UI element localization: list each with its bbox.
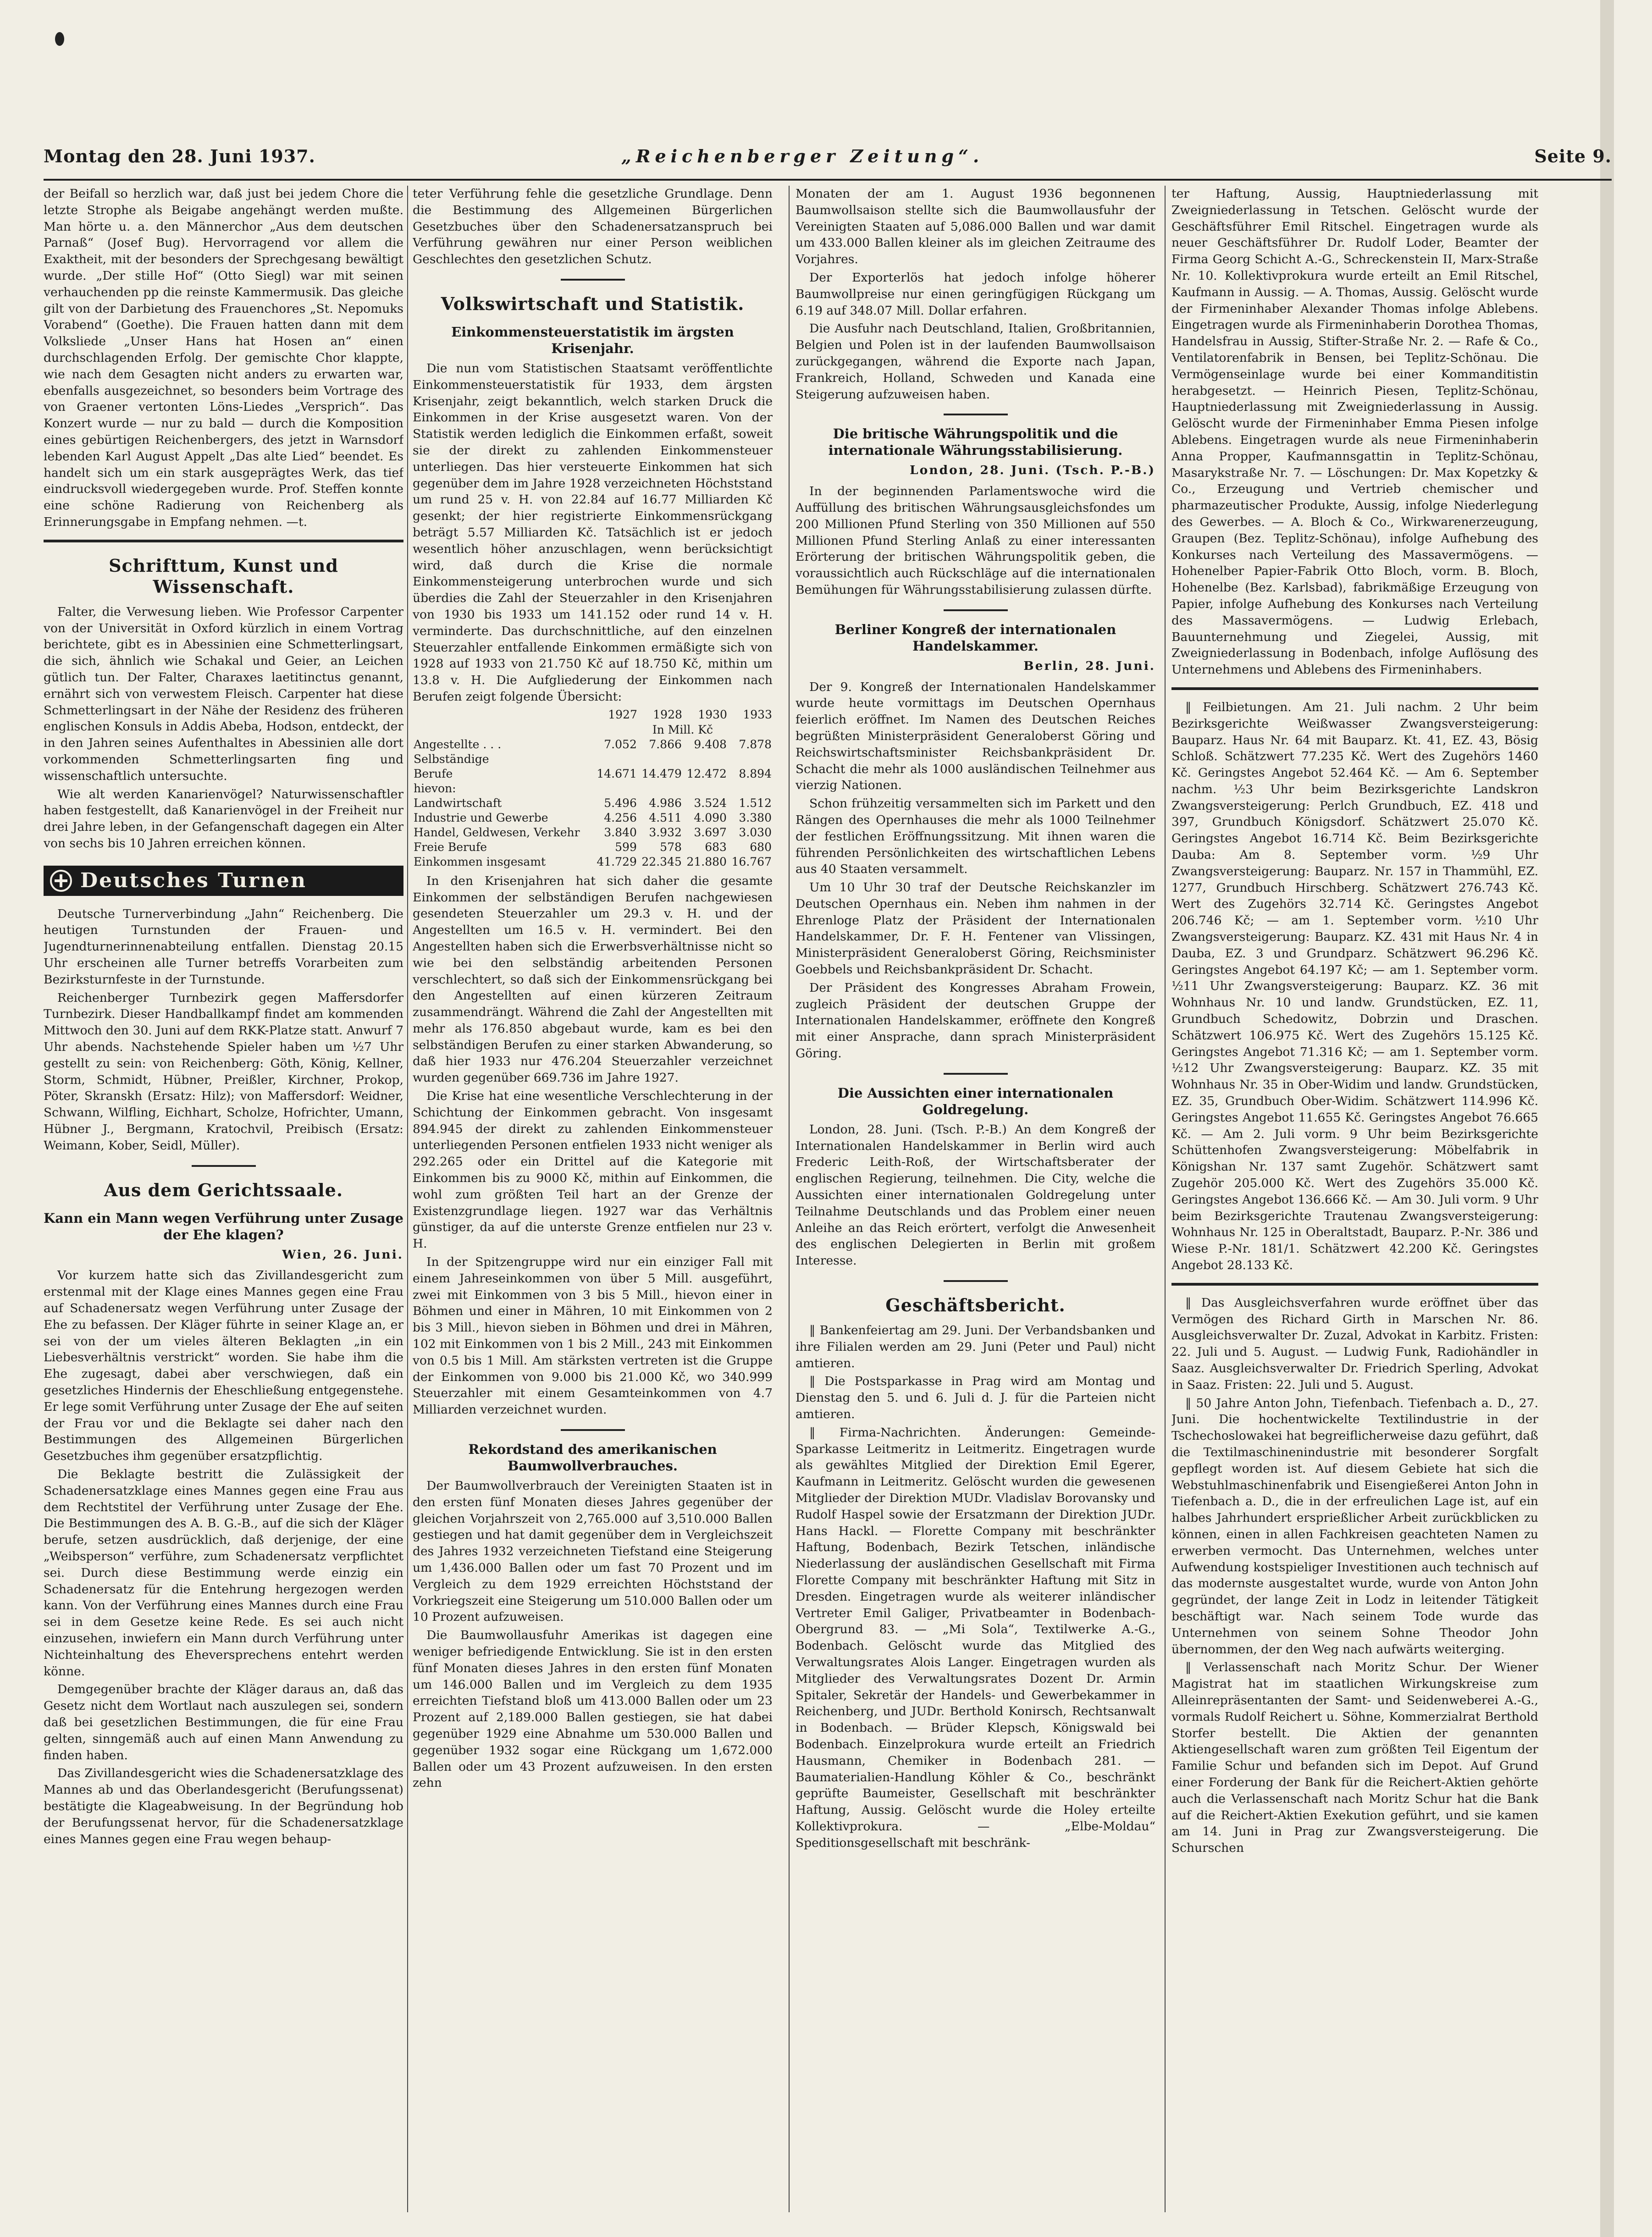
dateline: Berlin, 28. Juni.	[1023, 658, 1155, 673]
table-year-header: 1928	[653, 707, 682, 721]
table-cell: 8.894	[739, 767, 772, 780]
article-text: Deutsche Turnerverbindung „Jahn“ Reichenberg. Die heutigen Turnstunden der Frauen- und Jugendturnerinnenabteilung entfallen. Dienstag 20.15 Uhr erscheinen alle Turner betreffs Vorarbeiten zum Bezirksturnfeste in der Turnstunde.	[44, 906, 403, 987]
article-text: In der beginnenden Parlamentswoche wird die Auffüllung des britischen Währungsausgleichsfondes um 200 Millionen Pfund Sterling von 350 Millionen auf 550 Millionen Pfund Sterling Anlaß zu einer interessanten Erörterung der britischen Währungspolitik geben, die voraussichtlich auch Rückschläge auf die internationalen Bemühungen für Währungsstabilisierung zulassen dürfte.	[796, 484, 1155, 597]
separator	[944, 414, 1008, 415]
column-3	[796, 186, 1155, 2212]
separator	[192, 1165, 256, 1167]
article-text: Wie alt werden Kanarienvögel? Naturwissenschaftler haben festgestellt, daß Kanarienvögel in der Freiheit nur drei Jahre leben, in der Gefangenschaft dagegen ein Alter von sechs bis 10 Jahren erreichen können.	[44, 787, 403, 851]
section-heading-volkswirtschaft: Volkswirtschaft und Statistik.	[441, 293, 745, 314]
article-text: ‖ 50 Jahre Anton John, Tiefenbach. Tiefenbach a. D., 27. Juni. Die hochentwickelte Textilindustrie in der Tschechoslowakei hat begreiflicherweise dazu geführt, daß die Textilmaschinenindustrie mit besonderer Sorgfalt gepflegt worden ist. Auf diesem Gebiete hat sich die Webstuhlmaschinenfabrik und Eisengießerei Anton John in Tiefenbach a. D., die in der erfreulichen Lage ist, auf ein halbes Jahrhundert ersprießlicher Arbeit zurückblicken zu können, einen in allen Fachkreisen geachteten Namen zu erwerben vermocht. Das Unternehmen, welches unter Aufwendung kostspieliger Investitionen auch technisch auf das modernste ausgestaltet wurde, wurde von Anton John gegründet, der lange Zeit in Lodz in leitender Tätigkeit beschäftigt war. Nach seinem Tode wurde das Unternehmen von seinem Sohne Theodor John übernommen, der den Weg nach aufwärts weiterging.	[1171, 1396, 1538, 1657]
table-cell: 3.697	[694, 825, 727, 839]
separator	[944, 609, 1008, 611]
table-cell: 12.472	[686, 767, 727, 780]
table-row	[413, 796, 773, 811]
table-cell: 578	[660, 840, 682, 854]
table-row	[413, 825, 773, 840]
header-rule	[44, 179, 1612, 181]
article-text: Schon frühzeitig versammelten sich im Parkett und den Rängen des Opernhauses die mehr als 1000 Teilnehmer der festlichen Eröffnungssitzung. Mit ihnen waren die führenden Persönlichkeiten des wirtschaftlichen Lebens aus 40 Staaten versammelt.	[796, 796, 1155, 877]
article-headline: Die britische Währungspolitik und die internationale Währungsstabilisierung.	[828, 426, 1123, 458]
column-rule	[407, 186, 408, 2212]
table-row	[413, 737, 773, 752]
article-headline: Einkommensteuerstatistik im ärgsten Krisenjahr.	[451, 324, 734, 356]
table-unit: In Mill. Kč	[652, 723, 713, 736]
article-text: Die Beklagte bestritt die Zulässigkeit der Schadenersatzklage eines Mannes gegen eine Frau aus dem Rechtstitel der Verführung unter Zusage der Ehe. Die Bestimmungen des A. B. G.-B., auf die sich der Kläger berufe, setzen ausdrücklich, daß derjenige, der eine „Weibsperson“ verführe, zum Schadenersatz verpflichtet sei. Durch diese Bestimmung werde einzig ein Schadenersatz für die Entehrung hergezogen werden kann. Von der Verführung eines Mannes durch eine Frau sei in dem Gesetze keine Rede. Es sei auch nicht einzusehen, inwiefern ein Mann durch Verführung unter Nichteinhaltung des Eheversprechens entehrt werden könne.	[44, 1467, 403, 1679]
article-headline: Die Aussichten einer internationalen Goldregelung.	[837, 1085, 1114, 1117]
section-banner-turnen	[44, 866, 403, 896]
article-text: Die Baumwollausfuhr Amerikas ist dagegen eine weniger befriedigende Entwicklung. Sie ist in den ersten fünf Monaten dieses Jahres in den ersten fünf Monaten um 146.000 Ballen und im Vergleich zu dem 1935 erreichten Tiefstand bloß um 413.000 Ballen oder um 23 Prozent auf 2,189.000 Ballen gestiegen, sie hat dabei gegenüber 1929 eine Abnahme um 530.000 Ballen und gegenüber 1932 sogar eine Rückgang um 1,672.000 Ballen oder um 43 Prozent aufzuweisen. In den ersten zehn	[413, 1628, 773, 1790]
article-headline: Berliner Kongreß der internationalen Handelskammer.	[834, 621, 1116, 654]
separator	[944, 1280, 1008, 1282]
table-cell: 7.866	[649, 737, 682, 751]
table-row-label: Industrie und Gewerbe	[414, 811, 548, 824]
ink-smudge	[55, 32, 64, 46]
separator	[561, 1429, 625, 1431]
section-rule	[1171, 1283, 1538, 1286]
article-text: der Beifall so herzlich war, daß just bei jedem Chore die letzte Strophe als Beigabe angehängt werden mußte. Man hörte u. a. den Männerchor „Aus dem deutschen Parnaß“ (Josef Bug). Hervorragend vor allem die Exaktheit, mit der besonders der Sprechgesang bewältigt wurde. „Der stille Hof“ (Otto Siegl) war mit seinen verhauchenden pp die reinste Kammermusik. Das gleiche gilt von der Darbietung des Frauenchores „St. Nepomuks Vorabend“ (Goethe). Die Frauen hatten dann mit dem Volksliede „Unser Hans hat Hosen an“ einen durchschlagenden Erfolg. Der gemischte Chor klappte, wie nach dem Gesagten nicht anders zu erwarten war, ebenfalls ausgezeichnet, so besonders beim Vortrage des von Graener vertonten Löns-Liedes „Versprich“. Das Konzert wurde — nur zu bald — durch die Komposition eines gebürtigen Reichenbergers, des jetzt in Warnsdorf lebenden Karl August Appelt „Das alte Lied“ beendet. Es handelt sich um ein stark ausgeprägtes Werk, das tief eindrucksvoll wiedergegeben wurde. Prof. Steffen konnte eine schöne Radierung von Reichenberg als Erinnerungsgabe in Empfang nehmen. —t.	[44, 187, 403, 529]
section-heading-gericht: Aus dem Gerichtssaale.	[104, 1179, 343, 1200]
header-date: Montag den 28. Juni 1937.	[44, 146, 315, 166]
separator	[944, 1073, 1008, 1075]
article-text: Der Exporterlös hat jedoch infolge höherer Baumwollpreise nur einen geringfügigen Rückgang um 6.19 auf 348.07 Mill. Dollar erfahren.	[796, 270, 1155, 318]
article-text: Um 10 Uhr 30 traf der Deutsche Reichskanzler im Deutschen Opernhaus ein. Neben ihm nahmen in der Ehrenloge Platz der Präsident der Internationalen Handelskammer, Dr. F. H. Fentener van Vlissingen, Ministerpräsident Generaloberst Göring, Reichsminister Goebbels und Reichsbankpräsident Dr. Schacht.	[796, 880, 1155, 977]
article-text: ‖ Verlassenschaft nach Moritz Schur. Der Wiener Magistrat hat im staatlichen Wirkungskreise zum Alleinrepräsentanten der Samt- und Seidenweberei A.-G., vormals Rudolf Reichert u. Söhne, Kommerzialrat Berthold Storfer bestellt. Die Aktien der genannten Aktiengesellschaft waren zum größten Teil Eigentum der Familie Schur und befanden sich im Depot. Auf Grund einer Forderung der Bank für die Reichert-Aktien gehörte auch die Verlassenschaft nach Moritz Schur hat die Bank auf die Reichert-Aktien Exekution geführt, und sie kamen am 14. Juni in Prag zur Zwangsversteigerung. Die Schurschen	[1171, 1660, 1538, 1856]
table-cell: 3.840	[604, 825, 637, 839]
income-statistics-table	[413, 707, 773, 869]
table-cell: 599	[615, 840, 637, 854]
table-row	[413, 752, 773, 767]
header-page-number: Seite 9.	[1534, 146, 1612, 166]
table-row-label: Landwirtschaft	[414, 796, 502, 810]
page-header	[44, 146, 1612, 172]
table-cell: 5.496	[604, 796, 637, 810]
article-headline: Kann ein Mann wegen Verführung unter Zusage der Ehe klagen?	[44, 1210, 403, 1243]
article-text: London, 28. Juni. (Tsch. P.-B.) An dem Kongreß der Internationalen Handelskammer in Berlin wird auch Frederic Leith-Roß, der Wirtschaftsberater der englischen Regierung, teilnehmen. Die City, welche die Aussichten einer internationalen Goldregelung unter Teilnahme Deutschlands und das Problem einer neuen Anleihe an das Reich erörtert, verfolgt die Anwesenheit des englischen Delegierten in Berlin mit großem Interesse.	[796, 1122, 1155, 1268]
article-text: In den Krisenjahren hat sich daher die gesamte Einkommen der selbständigen Berufen nachgewiesen gesendeten Steuerzahler um 29.3 v. H. und der Angestellten um 16.5 v. H. vermindert. Bei den Angestellten haben sich die Erwerbsverhältnisse nicht so wie bei den selbständig arbeitenden Personen verschlechtert, so daß sich der Einkommensrückgang bei den Angestellten auf einen kürzeren Zeitraum zusammendrängt. Während die Zahl der Angestellten mit mehr als 176.850 abgebaut wurde, kam es bei den selbständigen Berufen zu einer starken Abwanderung, so daß hier 1933 nur 476.204 Steuerzahler verzeichnet wurden gegenüber 669.736 im Jahre 1927.	[413, 873, 773, 1085]
table-cell: 1.512	[739, 796, 772, 810]
table-cell: 7.052	[604, 737, 637, 751]
table-row-label: Selbständige	[414, 752, 489, 766]
table-row	[413, 855, 773, 869]
article-text: ‖ Feilbietungen. Am 21. Juli nachm. 2 Uhr beim Bezirksgerichte Weißwasser Zwangsversteigerung: Bauparz. Haus Nr. 64 mit Bauparz. Kt. 41, EZ. 43, Bösig Schloß. Schätzwert 77.235 Kč. Wert des Zugehörs 1460 Kč. Geringstes Angebot 52.464 Kč. — Am 6. September nachm. ½3 Uhr beim Bezirksgerichte Landskron Zwangsversteigerung: Perlch Grundbuch, EZ. 418 und 397, Grundbuch Königsdorf. Schätzwert 25.070 Kč. Geringstes Angebot 16.714 Kč. Beim Bezirksgerichte Dauba: Am 8. September vorm. ½9 Uhr Zwangsversteigerung: Bauparz. Nr. 157 in Thammühl, EZ. 1277, Grundbuch Hirschberg. Schätzwert 276.743 Kč. Wert des Zugehörs 32.714 Kč. Geringstes Angebot 206.746 Kč; — am 1. September vorm. ½10 Uhr Zwangsversteigerung: Bauparz. KZ. 431 mit Haus Nr. 4 in Dauba, EZ. 3 und Grundparz. Schätzwert 96.296 Kč. Geringstes Angebot 64.197 Kč; — am 1. September vorm. ½11 Uhr Zwangsversteigerung: Bauparz. KZ. 36 mit Wohnhaus Nr. 10 und landw. Grundstücken, EZ. 11, Grundbuch Schedowitz, Dobrzin und Draschen. Schätzwert 106.975 Kč. Wert des Zugehörs 15.125 Kč. Geringstes Angebot 71.316 Kč; — am 1. September vorm. ½12 Uhr Zwangsversteigerung: Bauparz. KZ. 35 mit Wohnhaus Nr. 35 in Ober-Widim und landw. Grundstücken, EZ. 35, Grundbuch Ober-Widim. Schätzwert 114.996 Kč. Geringstes Angebot 11.655 Kč. Geringstes Angebot 76.665 Kč. — Am 2. Juli vorm. 9 Uhr beim Bezirksgerichte Schüttenhofen Zwangsversteigerung: Möbelfabrik in Königshan Nr. 137 samt Zugehör. Schätzwert samt Zugehör 205.000 Kč. Wert des Zugehörs 35.000 Kč. Geringstes Angebot 136.666 Kč. — Am 30. Juli vorm. 9 Uhr beim Bezirksgerichte Trautenau Zwangsversteigerung: Wohnhaus Nr. 125 in Oberaltstadt, Bauparz. P.-Nr. 386 und Wiese P.-Nr. 181/1. Schätzwert 42.200 Kč. Geringstes Angebot 28.133 Kč.	[1171, 700, 1538, 1272]
table-unit-row	[413, 723, 773, 737]
article-text: ‖ Firma-Nachrichten. Änderungen: Gemeinde-Sparkasse Leitmeritz in Leitmeritz. Eingetragen wurde als gewähltes Mitglied der Direktion Emil Egerer, Kaufmann in Leitmeritz. Gelöscht wurden die gewesenen Mitglieder der Direktion MUDr. Vladislav Borovansky und Rudolf Haspel sowie der Ersatzmann der Direktion JUDr. Hans Hackl. — Florette Company mit beschränkter Haftung, Bodenbach, Bezirk Tetschen, inländische Niederlassung der ausländischen Gesellschaft mit Firma Florette Company mit beschränkter Haftung mit Sitz in Dresden. Eingetragen wurde als weiterer inländischer Vertreter Emil Galiger, Privatbeamter in Bodenbach-Obergrund 83. — „Mi Sola“, Textilwerke A.-G., Bodenbach. Gelöscht wurde das Mitglied des Verwaltungsrates Alois Langer. Eingetragen wurden als Mitglieder des Verwaltungsrates Dozent Dr. Armin Spitaler, Sekretär der Handels- und Gewerbekammer in Reichenberg, und JUDr. Berthold Konirsch, Rechtsanwalt in Bodenbach. — Brüder Klepsch, Königswald bei Bodenbach. Einzelprokura wurde erteilt an Friedrich Hausmann, Chemiker in Bodenbach 281. — Baumaterialien-Handlung Köhler & Co., beschränkt geprüfte Baumeister, Gesellschaft mit beschränkter Haftung, Aussig. Gelöscht wurde die Holey erteilte Kollektivprokura. — „Elbe-Moldau“ Speditionsgesellschaft mit beschränk-	[796, 1425, 1155, 1850]
section-heading-turnen: Deutsches Turnen	[80, 868, 307, 892]
article-text: Falter, die Verwesung lieben. Wie Professor Carpenter von der Universität in Oxford kürzlich in einem Vortrag berichtete, gibt es in Abessinien eine Schmetterlingsart, die sich, ähnlich wie Schakal und Geier, an Leichen gütlich tun. Der Falter, Charaxes laetitinctus genannt, ernährt sich von verwestem Fleisch. Carpenter hat diese Schmetterlingsart in der Nähe der Residenz des früheren englischen Konsuls in Addis Abeba, Hodson, entdeckt, der in den Jahren seines Aufenthaltes in Abessinien alle dort vorkommenden Schmetterlingsarten fing und wissenschaftlich untersuchte.	[44, 604, 403, 783]
table-row-label: Berufe	[414, 767, 453, 780]
table-cell: 3.030	[739, 825, 772, 839]
table-cell: 3.380	[739, 811, 772, 824]
table-cell: 4.511	[649, 811, 682, 824]
section-heading-geschaeftsbericht: Geschäftsbericht.	[885, 1295, 1066, 1316]
table-row	[413, 840, 773, 855]
table-cell: 4.256	[604, 811, 637, 824]
article-headline: Rekordstand des amerikanischen Baumwollverbrauches.	[468, 1442, 717, 1474]
article-text: Die Ausfuhr nach Deutschland, Italien, Großbritannien, Belgien und Polen ist in der laufenden Baumwollsaison zurückgegangen, während die Exporte nach Japan, Frankreich, Holland, Schweden und Kanada eine Steigerung aufzuweisen haben.	[796, 321, 1155, 402]
column-2	[413, 186, 773, 2212]
column-rule	[789, 186, 790, 2212]
article-text: Der Baumwollverbrauch der Vereinigten Staaten ist in den ersten fünf Monaten dieses Jahres gegenüber der gleichen Vorjahrszeit von 2,765.000 auf 3,510.000 Ballen gestiegen und hat damit gegenüber dem in Vergleichszeit des Jahres 1932 verzeichneten Tiefstand eine Steigerung um 1,436.000 Ballen oder um fast 70 Prozent und im Vergleich zu dem 1929 erreichten Höchststand der Vorkriegszeit eine Steigerung um 510.000 Ballen oder um 10 Prozent aufzuweisen.	[413, 1479, 773, 1624]
article-text: ‖ Bankenfeiertag am 29. Juni. Der Verbandsbanken und ihre Filialen werden am 29. Juni (Peter und Paul) nicht amtieren.	[796, 1323, 1155, 1370]
table-cell: 41.729	[597, 855, 637, 868]
table-cell: 4.986	[649, 796, 682, 810]
section-heading-schrifttum: Schrifttum, Kunst und Wissenschaft.	[109, 555, 338, 597]
header-masthead: „Reichenberger Zeitung“.	[621, 146, 984, 166]
section-rule	[1171, 687, 1538, 690]
table-row-label: Handel, Geldwesen, Verkehr	[414, 825, 580, 839]
dateline: Wien, 26. Juni.	[282, 1247, 403, 1262]
article-text: Monaten der am 1. August 1936 begonnenen Baumwollsaison stellte sich die Baumwollausfuhr der Vereinigten Staaten auf 5,086.000 Ballen und war damit um 433.000 Ballen kleiner als im gleichen Zeitraume des Vorjahres.	[796, 187, 1155, 267]
table-cell: 4.090	[694, 811, 727, 824]
table-year-header: 1930	[698, 707, 727, 721]
table-cell: 14.671	[597, 767, 637, 780]
table-cell: 21.880	[686, 855, 727, 868]
table-cell: 22.345	[641, 855, 682, 868]
table-header-row	[413, 707, 773, 723]
turner-cross-icon	[50, 870, 72, 892]
table-row-label: Freie Berufe	[414, 840, 487, 854]
separator	[561, 279, 625, 281]
table-year-header: 1933	[743, 707, 772, 721]
column-rule	[1165, 186, 1166, 2212]
section-rule	[44, 540, 403, 542]
article-text: Die Krise hat eine wesentliche Verschlechterung in der Schichtung der Einkommen gebracht. Von insgesamt 894.945 der direkt zu zahlenden Einkommensteuer unterliegenden Personen entfielen 1933 nicht weniger als 292.265 oder ein Drittel auf die Kategorie mit Einkommen bis zu 9000 Kč, mithin auf Einkommen, die wohl zum größten Teil hart an der Grenze der Existenzgrundlage liegen. 1927 war das Verhältnis günstiger, da auf die unterste Grenze entfielen nur 23 v. H.	[413, 1089, 773, 1251]
table-cell: 3.524	[694, 796, 727, 810]
article-text: In der Spitzengruppe wird nur ein einziger Fall mit einem Jahreseinkommen von über 5 Mill. ausgeführt, zwei mit Einkommen von 3 bis 5 Mill., hievon einer in Böhmen und einer in Mähren, 10 mit Einkommen von 2 bis 3 Mill., hievon sieben in Böhmen und drei in Mähren, 102 mit Einkommen von 1 bis 2 Mill., 243 mit Einkommen von 0.5 bis 1 Mill. Am stärksten vertreten ist die Gruppe der Einkommen von 9.000 bis 21.000 Kč, wo 340.999 Steuerzahler mit einem Gesamteinkommen von 4.7 Milliarden verzeichnet wurden.	[413, 1255, 773, 1417]
column-1	[44, 186, 403, 2212]
article-text: Demgegenüber brachte der Kläger daraus an, daß das Gesetz nicht dem Wortlaut nach auszulegen sei, sondern daß bei gesetzlichen Bestimmungen, die für eine Frau gelten, sinngemäß auch auf einen Mann Anwendung zu finden haben.	[44, 1682, 403, 1762]
table-row	[413, 811, 773, 825]
table-row-label: Angestellte . . .	[414, 737, 502, 751]
article-text: teter Verführung fehle die gesetzliche Grundlage. Denn die Bestimmung des Allgemeinen Bürgerlichen Gesetzbuches über den Schadenersatzanspruch bei Verführung gewähren nur einer Person weiblichen Geschlechtes den gesetzlichen Schutz.	[413, 187, 773, 267]
table-cell: 680	[750, 840, 772, 854]
column-4	[1171, 186, 1538, 2212]
article-text: Der Präsident des Kongresses Abraham Frowein, zugleich Präsident der deutschen Gruppe der Internationalen Handelskammer, eröffnete den Kongreß mit einer Ansprache, dann sprach Ministerpräsident Göring.	[796, 980, 1155, 1061]
article-text: Das Zivillandesgericht wies die Schadenersatzklage des Mannes ab und das Oberlandesgericht (Berufungssenat) bestätigte die Klageabweisung. In der Begründung hob der Berufungssenat hervor, für die Schadenersatzklage eines Mannes gegen eine Frau wegen behaup-	[44, 1766, 403, 1846]
table-row-label: hievon:	[414, 781, 456, 795]
table-cell: 7.878	[739, 737, 772, 751]
table-cell: 683	[705, 840, 727, 854]
table-cell: 14.479	[641, 767, 682, 780]
table-cell: 9.408	[694, 737, 727, 751]
table-year-header: 1927	[608, 707, 637, 721]
table-cell: 16.767	[731, 855, 772, 868]
table-row-label: Einkommen insgesamt	[414, 855, 546, 868]
article-text: Reichenberger Turnbezirk gegen Maffersdorfer Turnbezirk. Dieser Handballkampf findet am kommenden Mittwoch den 30. Juni auf dem RKK-Platze statt. Anwurf 7 Uhr abends. Nachstehende Spieler haben um ½7 Uhr gestellt zu sein: von Reichenberg: Göth, König, Kellner, Storm, Schmidt, Hübner, Preißler, Kirchner, Prokop, Pöter, Skranskh (Ersatz: Hilz); von Maffersdorf: Weidner, Schwann, Wilfling, Eichhart, Scholze, Hofrichter, Umann, Hübner J., Bergmann, Kratochvil, Preibisch (Ersatz: Weimann, Kober, Seidl, Müller).	[44, 990, 403, 1153]
article-text: ter Haftung, Aussig, Hauptniederlassung mit Zweigniederlassung in Tetschen. Gelöscht wurde der Geschäftsführer Emil Ritschel. Eingetragen wurde als neuer Geschäftsführer Dr. Rudolf Loder, Beamter der Firma Georg Schicht A.-G., Schreckenstein II, Marx-Straße Nr. 10. Kollektivprokura wurde erteilt an Emil Ritschel, Kaufmann in Aussig. — A. Thomas, Aussig. Gelöscht wurde der Firmeninhaber Alexander Thomas infolge Ablebens. Eingetragen wurde als Firmeninhaberin Dorothea Thomas, Handelsfrau in Aussig, Stifter-Straße Nr. 2. — Rafe & Co., Ventilatorenfabrik in Bensen, bei Teplitz-Schönau. Die Vermögenseinlage wurde bei einer Kommanditistin herabgesetzt. — Heinrich Piesen, Teplitz-Schönau, Hauptniederlassung mit Zweigniederlassung in Aussig. Gelöscht wurde der Firmeninhaber Emma Piesen infolge Ablebens. Eingetragen wurde als neue Firmeninhaberin Anna Propper, Kaufmannsgattin in Teplitz-Schönau, Masarykstraße Nr. 7. — Löschungen: Dr. Max Kopetzky & Co., Erzeugung und Vertrieb chemischer und pharmazeutischer Produkte, Aussig, infolge Niederlegung des Gewerbes. — A. Bloch & Co., Wirkwarenerzeugung, Graupen (Bez. Teplitz-Schönau), infolge Aufhebung des Konkurses nach Verteilung des Massavermögens. — Hohenelber Papier-Fabrik Otto Bloch, vorm. B. Bloch, Hohenelbe (Bez. Karlsbad), fabrikmäßige Erzeugung von Papier, infolge Aufhebung des Konkurses nach Verteilung des Massavermögens. — Ludwig Erlebach, Bauunternehmung und Ziegelei, Aussig, mit Zweigniederlassung in Bodenbach, infolge Auflösung des Unternehmens und Ablebens des Firmeninhabers.	[1171, 187, 1538, 677]
article-text: Der 9. Kongreß der Internationalen Handelskammer wurde heute vormittags im Deutschen Opernhaus feierlich eröffnet. Im Namen des Deutschen Reiches begrüßten Ministerpräsident Generaloberst Göring und Reichswirtschaftsminister Reichsbankpräsident Dr. Schacht die mehr als 1000 ausländischen Teilnehmer aus vierzig Nationen.	[796, 679, 1155, 793]
article-text: ‖ Die Postsparkasse in Prag wird am Montag und Dienstag den 5. und 6. Juli d. J. für die Parteien nicht amtieren.	[796, 1374, 1155, 1422]
dateline: London, 28. Juni. (Tsch. P.-B.)	[910, 463, 1155, 478]
article-text: Vor kurzem hatte sich das Zivillandesgericht zum erstenmal mit der Klage eines Mannes gegen eine Frau auf Schadenersatz wegen Verführung unter Zusage der Ehe zu befassen. Der Kläger führte in seiner Klage an, er sei von der um vieles älteren Beklagten „in ein Liebesverhältnis verstrickt“ worden. Sie habe ihm die Ehe zugesagt, dabei aber verschwiegen, daß ein gesetzliches Hindernis der Eheschließung entgegenstehe. Er lege somit Verführung unter Zusage der Ehe auf seiten der Frau vor und die Beklagte sei daher nach den Bestimmungen des Allgemeinen Bürgerlichen Gesetzbuches ihm gegenüber ersatzpflichtig.	[44, 1268, 403, 1464]
binding-edge	[1600, 0, 1614, 2237]
article-text: Die nun vom Statistischen Staatsamt veröffentlichte Einkommensteuerstatistik für 1933, dem ärgsten Krisenjahr, zeigt bekanntlich, welch starken Druck die Einkommen in der Krise ausgesetzt waren. Von der Statistik werden lediglich die Einkommen erfaßt, soweit sie der direkt zu zahlenden Einkommensteuer unterliegen. Das hier versteuerte Einkommen hat sich gegenüber dem im Jahre 1928 verzeichneten Höchststand um rund 25 v. H. von 22.84 auf 16.77 Milliarden Kč gesenkt; der hier registrierte Einkommensrückgang beträgt 5.57 Milliarden Kč. Tatsächlich ist er jedoch wesentlich höher anzuschlagen, wenn berücksichtigt wird, daß durch die Krise die normale Einkommensteigerung unterbrochen wurde und sich überdies die Zahl der Steuerzahler in den Krisenjahren von 1930 bis 1933 um 141.152 oder rund 14 v. H. verminderte. Das durchschnittliche, auf den einzelnen Steuerzahler entfallende Einkommen ermäßigte sich von 1928 auf 1933 von 21.750 Kč auf 18.750 Kč, mithin um 13.8 v. H. Die Aufgliederung der Einkommen nach Berufen zeigt folgende Übersicht:	[413, 361, 773, 704]
table-row	[413, 781, 773, 796]
table-row	[413, 767, 773, 781]
article-text: ‖ Das Ausgleichsverfahren wurde eröffnet über das Vermögen des Richard Girth in Marschen Nr. 86. Ausgleichsverwalter Dr. Zuzal, Advokat in Karbitz. Fristen: 22. Juli und 5. August. — Ludwig Funk, Radiohändler in Saaz. Ausgleichsverwalter Dr. Friedrich Sperling, Advokat in Saaz. Fristen: 22. Juli und 5. August.	[1171, 1295, 1538, 1392]
table-cell: 3.932	[649, 825, 682, 839]
